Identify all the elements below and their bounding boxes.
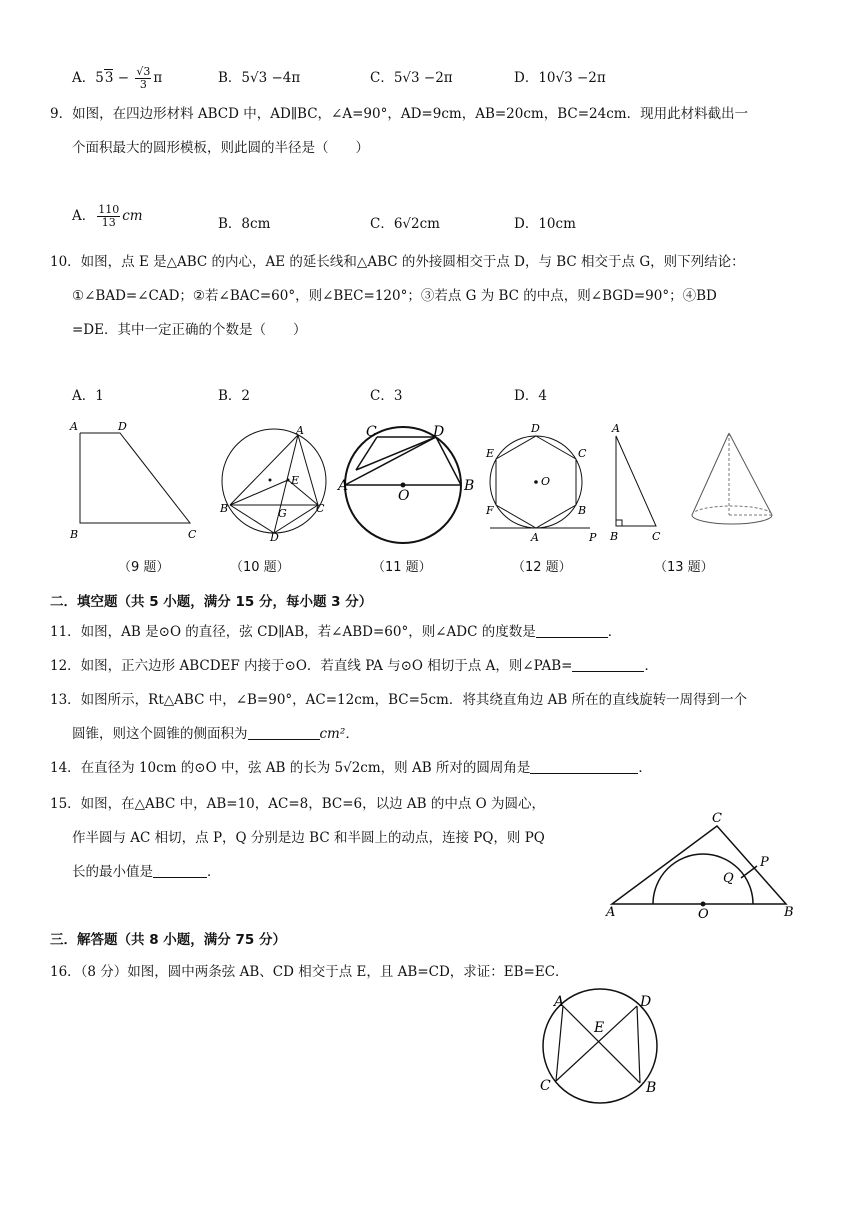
fig12-label-f: F <box>486 504 494 517</box>
fig13-label-c: C <box>652 530 661 543</box>
fig12-label-b: B <box>578 504 587 517</box>
fig9-label-b: B <box>70 528 79 541</box>
q8-option-d: D．10√3 −2π <box>514 70 606 86</box>
fig16-label-a: A <box>554 994 565 1010</box>
fig11-label-b: B <box>464 478 475 494</box>
q11-text: 11．如图，AB 是⊙O 的直径，弦 CD∥AB，若∠ABD=60°，则∠ADC 的度数是 ． <box>50 624 622 640</box>
q9-line2: 个面积最大的圆形模板，则此圆的半径是（ ） <box>72 140 369 156</box>
q9-line1: 9．如图，在四边形材料 ABCD 中，AD∥BC，∠A=90°，AD=9cm，AB=20cm，BC=24cm．现用此材料截出一 <box>50 106 749 122</box>
q10-line2: ①∠BAD=∠CAD；②若∠BAC=60°，则∠BEC=120°；③若点 G 为 BC 的中点，则∠BGD=90°；④BD <box>72 288 717 304</box>
fig10-label-e: E <box>291 474 300 487</box>
fig9-label-d: D <box>118 420 127 433</box>
q14-text: 14．在直径为 10cm 的⊙O 中，弦 AB 的长为 5√2cm，则 AB 所对的圆周角是 ． <box>50 760 652 776</box>
fig9-label-c: C <box>188 528 197 541</box>
section-3-heading: 三．解答题（共 8 小题，满分 75 分） <box>50 932 286 948</box>
q13-line1: 13．如图所示，Rt△ABC 中，∠B=90°，AC=12cm，BC=5cm．将其绕直角边 AB 所在的直线旋转一周得到一个 <box>50 692 748 708</box>
q9-option-d: D．10cm <box>514 216 576 232</box>
fig12-label-e: E <box>486 447 495 460</box>
fig12-label-d: D <box>531 422 540 435</box>
q10-line3: =DE．其中一定正确的个数是（ ） <box>72 322 307 338</box>
caption-13: （13 题） <box>654 560 714 575</box>
fig13-label-a: A <box>612 422 620 435</box>
fig11-label-c: C <box>366 424 377 440</box>
caption-11: （11 题） <box>372 560 432 575</box>
q10-option-c: C．3 <box>370 388 403 404</box>
fig15-label-q: Q <box>723 871 734 886</box>
q9-option-b: B．8cm <box>218 216 271 232</box>
fig15-label-c: C <box>712 811 722 826</box>
fig16-label-c: C <box>540 1078 551 1094</box>
q9-option-c: C．6√2cm <box>370 216 440 232</box>
fig12-label-o: O <box>541 475 551 488</box>
q13-line2: 圆锥，则这个圆锥的侧面积为 cm²． <box>72 726 359 742</box>
caption-12: （12 题） <box>512 560 572 575</box>
fig12-label-c: C <box>578 447 587 460</box>
fig16-label-d: D <box>640 994 652 1010</box>
section-2-heading: 二．填空题（共 5 小题，满分 15 分，每小题 3 分） <box>50 594 373 610</box>
fig10-label-c: C <box>316 502 325 515</box>
q8-option-b: B．5√3 −4π <box>218 70 301 86</box>
fig12-label-a: A <box>531 531 539 544</box>
fig10-label-g: G <box>278 507 287 520</box>
caption-10: （10 题） <box>230 560 290 575</box>
fig10-label-d: D <box>270 531 279 544</box>
fig15-label-o: O <box>698 907 709 922</box>
fig15-label-a: A <box>606 905 616 920</box>
q9-option-a: A． $\frac{110}{13}$ cm <box>72 203 143 229</box>
fig13-label-b: B <box>610 530 619 543</box>
fig9-label-a: A <box>70 420 78 433</box>
fig12-label-p: P <box>589 531 597 544</box>
q10-option-b: B．2 <box>218 388 251 404</box>
q10-option-a: A．1 <box>72 388 104 404</box>
fig11-label-a: A <box>338 478 349 494</box>
q16-text: 16．（8 分）如图，圆中两条弦 AB、CD 相交于点 E，且 AB=CD，求证：EB=EC． <box>50 964 569 980</box>
q12-text: 12．如图，正六边形 ABCDEF 内接于⊙O．若直线 PA 与⊙O 相切于点 A，则∠PAB= ． <box>50 658 658 674</box>
caption-9: （9 题） <box>118 560 170 575</box>
q10-option-d: D．4 <box>514 388 547 404</box>
fig15-label-b: B <box>784 905 794 920</box>
q8-option-a: A．53 − $\frac{√3}{3}$ π <box>72 65 163 91</box>
fig10-label-b: B <box>220 502 229 515</box>
fig15-label-p: P <box>760 855 769 870</box>
q8-option-c: C．5√3 −2π <box>370 70 453 86</box>
fig16-label-b: B <box>646 1080 657 1096</box>
fig10-label-a: A <box>296 424 304 437</box>
fig16-label-e: E <box>594 1020 605 1036</box>
fig11-label-d: D <box>433 424 445 440</box>
q15-line1: 15．如图，在△ABC 中，AB=10，AC=8，BC=6，以边 AB 的中点 O 为圆心， <box>50 796 546 812</box>
fig11-label-o: O <box>398 488 410 504</box>
q15-line2: 作半圆与 AC 相切，点 P，Q 分别是边 BC 和半圆上的动点，连接 PQ，则 PQ <box>72 830 545 846</box>
q10-line1: 10．如图，点 E 是△ABC 的内心，AE 的延长线和△ABC 的外接圆相交于点 D，与 BC 相交于点 G，则下列结论： <box>50 254 745 270</box>
q15-line3: 长的最小值是 ． <box>72 864 221 880</box>
